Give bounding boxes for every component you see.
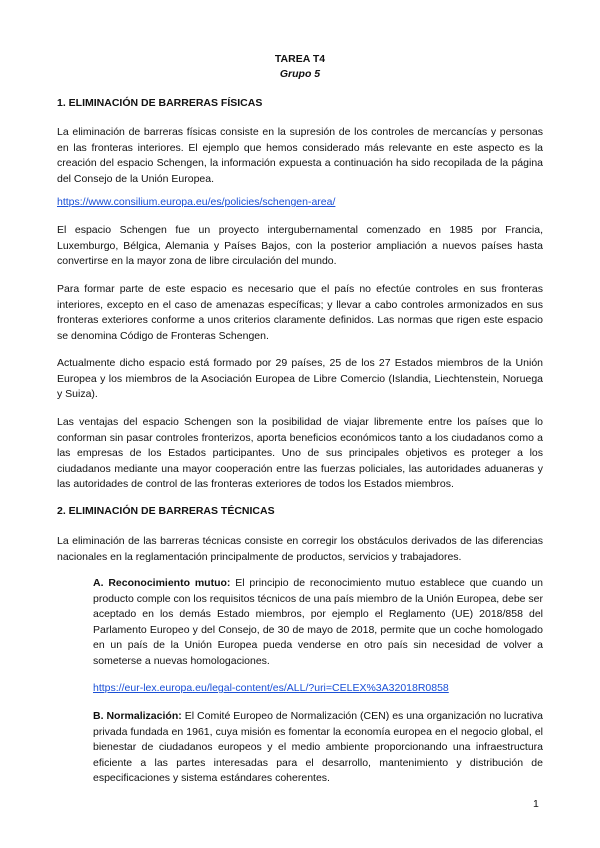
- section-1-paragraph-3: Para formar parte de este espacio es necesario que el país no efectúe controles en sus fronteras interiores, excepto en el caso de amenazas específicas; y llevar a cabo controles armonizados en sus fronteras exteriores conforme a unos criterios claramente definidos. Las normas que rigen este espacio se denomina Código de Fronteras Schengen.: [57, 283, 543, 342]
- item-a-paragraph: [93, 576, 543, 670]
- section-2-heading: 2. ELIMINACIÓN DE BARRERAS TÉCNICAS: [57, 505, 275, 517]
- section-1-paragraph-5: Las ventajas del espacio Schengen son la posibilidad de viajar libremente entre los países que lo conforman sin pasar controles fronterizos, aporta beneficios económicos tanto a los ciudadanos como a las empresas de los Estados participantes. Uno de sus principales objetivos es proteger a los ciudadanos mediante una mayor cooperación entre las fuerzas policiales, las autoridades aduaneras y las autoridades de control de las fronteras exteriores de todos los Estados miembros.: [57, 416, 543, 491]
- section-1-paragraph-2: El espacio Schengen fue un proyecto intergubernamental comenzado en 1985 por Francia, Luxemburgo, Bélgica, Alemania y Países Bajos, con la posterior ampliación a nuevos países hasta convertirse en la mayor zona de libre circulación del mundo.: [57, 224, 543, 268]
- section-1-paragraph-4: Actualmente dicho espacio está formado por 29 países, 25 de los 27 Estados miembros de la Unión Europea y los miembros de la Asociación Europea de Libre Comercio (Islandia, Liechtenstein, Noruega y Suiza).: [57, 357, 543, 401]
- document-subtitle: Grupo 5: [279, 68, 321, 80]
- item-b-text: El Comité Europeo de Normalización (CEN) es una organización no lucrativa privada fundada en 1961, cuya misión es fomentar la economía europea en el negocio global, el bienestar de ciudadanos europeos y el medio ambiente proporcionando una infraestructura eficiente a las partes interesadas para el desarrollo, mantenimiento y distribución de especificaciones y sistema estándares coherentes.: [93, 710, 543, 785]
- schengen-link[interactable]: https://www.consilium.europa.eu/es/policies/schengen-area/: [57, 196, 336, 208]
- section-2-intro: La eliminación de las barreras técnicas consiste en corregir los obstáculos derivados de las diferencias nacionales en la reglamentación principalmente de productos, servicios y trabajadores.: [57, 535, 543, 563]
- section-1-heading: 1. ELIMINACIÓN DE BARRERAS FÍSICAS: [57, 97, 263, 109]
- item-b-paragraph: [93, 709, 543, 787]
- item-b-label: B. Normalización:: [93, 710, 182, 722]
- item-a-text: El principio de reconocimiento mutuo establece que cuando un producto comple con los requisitos técnicos de una país miembro de la Unión Europea, debe ser aceptado en los demás Estado miembros, por ejemplo el Reglamento (UE) 2018/858 del Parlamento Europeo y del Consejo, de 30 de mayo de 2018, permite que un coche homologado en un país de la Unión Europea pueda venderse en otro país sin necesidad de volver a someterse a nuevas homologaciones.: [93, 577, 544, 667]
- page-number: 1: [533, 798, 539, 810]
- item-a-label: A. Reconocimiento mutuo:: [93, 577, 231, 589]
- eur-lex-link[interactable]: https://eur-lex.europa.eu/legal-content/es/ALL/?uri=CELEX%3A32018R0858: [93, 682, 449, 694]
- section-1-paragraph-1: La eliminación de barreras físicas consiste en la supresión de los controles de mercancías y personas en las fronteras interiores. El ejemplo que hemos considerado más relevante en este aspecto es la creación del espacio Schengen, la información expuesta a continuación ha sido recopilada de la página del Consejo de la Unión Europea.: [57, 126, 543, 185]
- document-title: TAREA T4: [274, 53, 326, 65]
